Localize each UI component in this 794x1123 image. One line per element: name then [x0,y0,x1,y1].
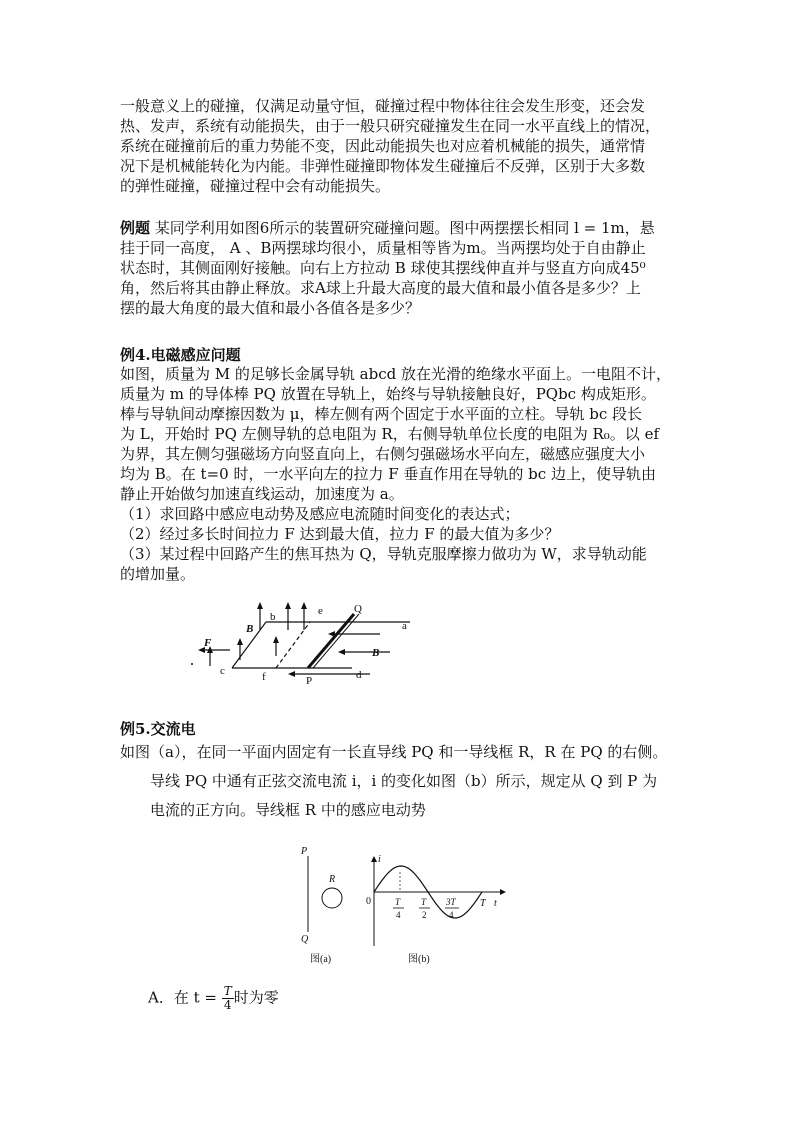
text-line: 系统在碰撞前后的重力势能不变，因此动能损失也对应着机械能的损失，通常情 [120,137,646,155]
label-b: b [270,611,276,623]
text-line: 况下是机械能转化为内能。非弹性碰撞即物体发生碰撞后不反弹，区别于大多数 [120,157,646,175]
tick-den: 2 [422,910,427,920]
text-line: 如图，质量为 M 的足够长金属导轨 abcd 放在光滑的绝缘水平面上。一电阻不计， [120,365,671,383]
text-line: 均为 B。在 t=0 时，一水平向左的拉力 F 垂直作用在导轨的 bc 边上，使导轨由 [120,465,656,483]
text-line: 热、发声，系统有动能损失，由于一般只研究碰撞发生在同一水平直线上的情况， [120,117,661,135]
caption-fig-b: 图(b) [408,954,430,965]
text-line: 挂于同一高度， A 、B两摆球均很小，质量相等皆为m。当两摆均处于自由静止 [120,239,646,257]
rail-figure [180,600,420,690]
text-line: 棒与导轨间动摩擦因数为 μ，棒左侧有两个固定于水平面的立柱。导轨 bc 段长 [120,405,643,423]
intro-paragraph [120,96,680,196]
text-line: 电流的正方向。导线框 R 中的感应电动势 [150,801,426,819]
label-b-field-left: B [246,623,254,635]
tick-num: 3T [446,897,456,907]
text-line: 角，然后将其由静止释放。求A球上升最大高度的最大值和最小值各是多少？上 [120,279,641,297]
text-line: 的增加量。 [120,565,196,583]
label-f-point: f [262,671,266,683]
ex4-body [120,364,680,584]
figure-b [364,850,510,970]
option-a-suffix: 时为零 [233,988,279,1007]
figure-a [296,842,366,967]
label-q: Q [354,603,362,615]
ex4-title: 例4.电磁感应问题 [120,346,241,364]
text-line: 为 L，开始时 PQ 左侧导轨的总电阻为 R，右侧导轨单位长度的电阻为 R₀。以 ef [120,425,659,443]
text-line: 为界，其左侧匀强磁场方向竖直向上，右侧匀强磁场水平向左，磁感应强度大小 [120,445,646,463]
label-a: a [402,620,407,632]
x-label: t [494,898,497,909]
ex5-body [120,738,700,825]
label-d: d [356,669,362,681]
text-line: 的弹性碰撞，碰撞过程中会有动能损失。 [120,177,391,195]
text-line: （3）某过程中回路产生的焦耳热为 Q，导轨克服摩擦力做功为 W，求导轨动能 [120,545,647,563]
option-a-prefix: A．在 t = [148,988,222,1007]
text-line: 摆的最大角度的最大值和最小各值各是多少？ [120,299,421,317]
text-line: 导线 PQ 中通有正弦交流电流 i，i 的变化如图（b）所示，规定从 Q 到 P 为 [150,772,658,790]
caption-fig-a: 图(a) [310,954,332,965]
label-p: P [301,846,308,857]
text-line: 质量为 m 的导体棒 PQ 放置在导轨上，始终与导轨接触良好，PQbc 构成矩形。 [120,385,656,403]
label-f-force: F [204,637,212,649]
text-line: （1）求回路中感应电动势及感应电流随时间变化的表达式； [120,505,520,523]
tick-num: T [421,897,427,907]
ex5-title: 例5.交流电 [120,720,196,738]
loop-r [322,888,342,908]
origin-label: 0 [366,896,371,907]
text-line: 静止开始做匀加速直线运动，加速度为 a。 [120,485,404,503]
text-line: 如图（a），在同一平面内固定有一长直导线 PQ 和一导线框 R，R 在 PQ 的右侧。 [120,743,668,761]
label-q: Q [301,934,309,945]
label-c: c [220,665,225,677]
tick-den: 4 [449,910,454,920]
tick-num: T [395,897,401,907]
example-question [120,218,680,318]
label-b-field-right: B [372,647,380,659]
boundary-ef [276,622,310,668]
tick-den: 4 [396,910,401,920]
text-line: 例题 某同学利用如图6所示的装置研究碰撞问题。图中两摆摆长相同 l = 1m，悬 [120,219,655,237]
fraction: $\frac{T}{4}$ [223,984,232,1012]
label-p: P [306,675,313,687]
tick-t: T [480,898,486,909]
label-e: e [318,605,323,617]
text-line: （2）经过多长时间拉力 F 达到最大值，拉力 F 的最大值为多少？ [120,525,560,543]
text-line: 状态时，其侧面刚好接触。向右上方拉动 B 球使其摆线伸直并与竖直方向成45⁰ [120,259,646,277]
text-line: 一般意义上的碰撞，仅满足动量守恒，碰撞过程中物体往往会发生形变，还会发 [120,97,646,115]
example-label: 例题 [120,219,151,237]
label-r: R [329,874,336,885]
option-a [148,985,279,1012]
y-label: i [378,854,381,865]
